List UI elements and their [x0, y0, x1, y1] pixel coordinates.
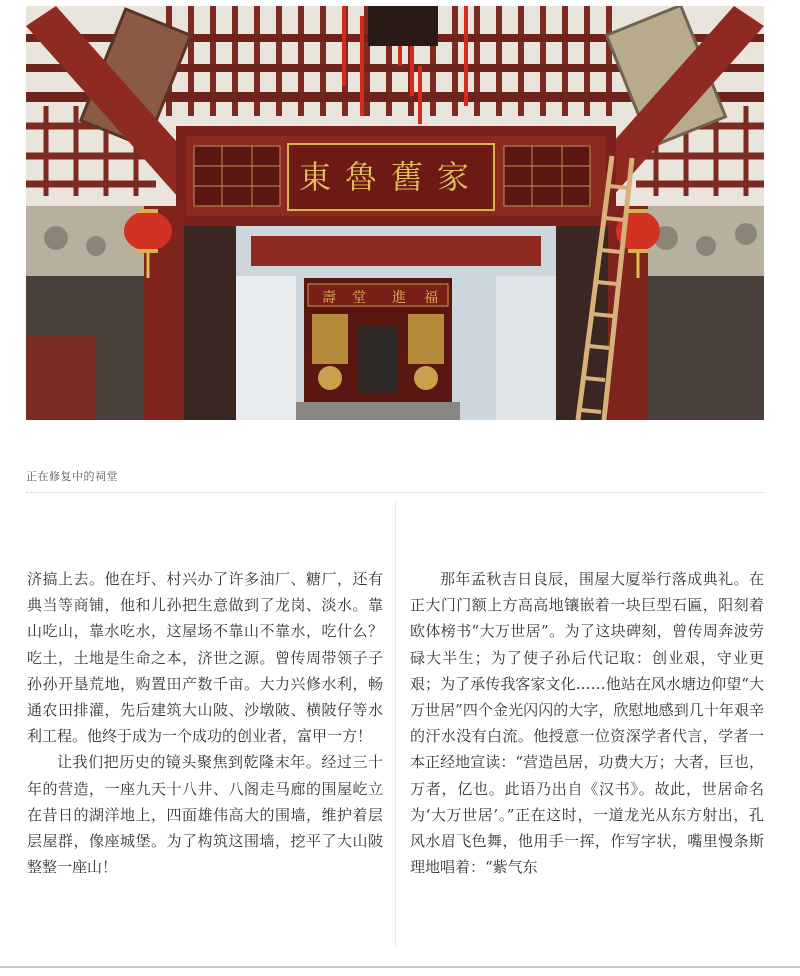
article-left-column: [27, 566, 383, 880]
inner-plaque-char-1: 壽: [322, 290, 336, 306]
inner-plaque-char-4: 福: [424, 290, 438, 306]
right-paragraph-1: 那年孟秋吉日良辰，围屋大厦举行落成典礼。在正大门门额上方高高地镶嵌着一块巨型石匾，阳刻着欧体榜书“大万世居”。为了这块碑刻，曾传周奔波劳碌大半生；为了使子孙后代记取：创业艰，守业更艰；为了承传我客家文化……他站在风水塘边仰望“大万世居”四个金光闪闪的大字，欣慰地感到几十年艰辛的汗水没有白流。他授意一位资深学者代言，学者一本正经地宣读：“营造邑居，功费大万；大者，巨也，万者，亿也。此语乃出自《汉书》。故此，世居命名为‘大万世居’。”正在这时，一道龙光从东方射出，孔风水眉飞色舞，他用手一挥，作写字状，嘴里慢条斯理地唱着：“紫气东: [410, 570, 764, 877]
article-right-column: [410, 566, 764, 880]
caption-divider: [26, 492, 764, 493]
column-divider: [395, 500, 396, 945]
page-bottom-rule: [0, 966, 800, 968]
main-plaque-text: 東魯舊家: [298, 158, 484, 196]
ancestral-hall-illustration: [26, 6, 764, 420]
photo-caption: 正在修复中的祠堂: [26, 470, 118, 483]
ancestral-hall-photo: [26, 6, 764, 420]
left-paragraph-2: 让我们把历史的镜头聚焦到乾隆末年。经过三十年的营造，一座九天十八井、八阁走马廊的围屋屹立在昔日的湖洋地上，四面雄伟高大的围墙，维护着层层屋群，像座城堡。为了构筑这围墙，挖平了大山陂整整一座山！: [27, 753, 383, 877]
left-paragraph-1: 济搞上去。他在圩、村兴办了许多油厂、糖厂，还有典当等商铺，他和儿孙把生意做到了龙岗、淡水。靠山吃山，靠水吃水，这屋场不靠山不靠水，吃什么？吃土，土地是生命之本，济世之源。曾传周带领子子孙孙开垦荒地，购置田产数千亩。大力兴修水利，畅通农田排灌，先后建筑大山陂、沙墩陂、横陂仔等水利工程。他终于成为一个成功的创业者，富甲一方！: [27, 570, 383, 746]
inner-plaque-char-3: 進: [392, 290, 406, 306]
inner-plaque-char-2: 堂: [352, 290, 366, 306]
